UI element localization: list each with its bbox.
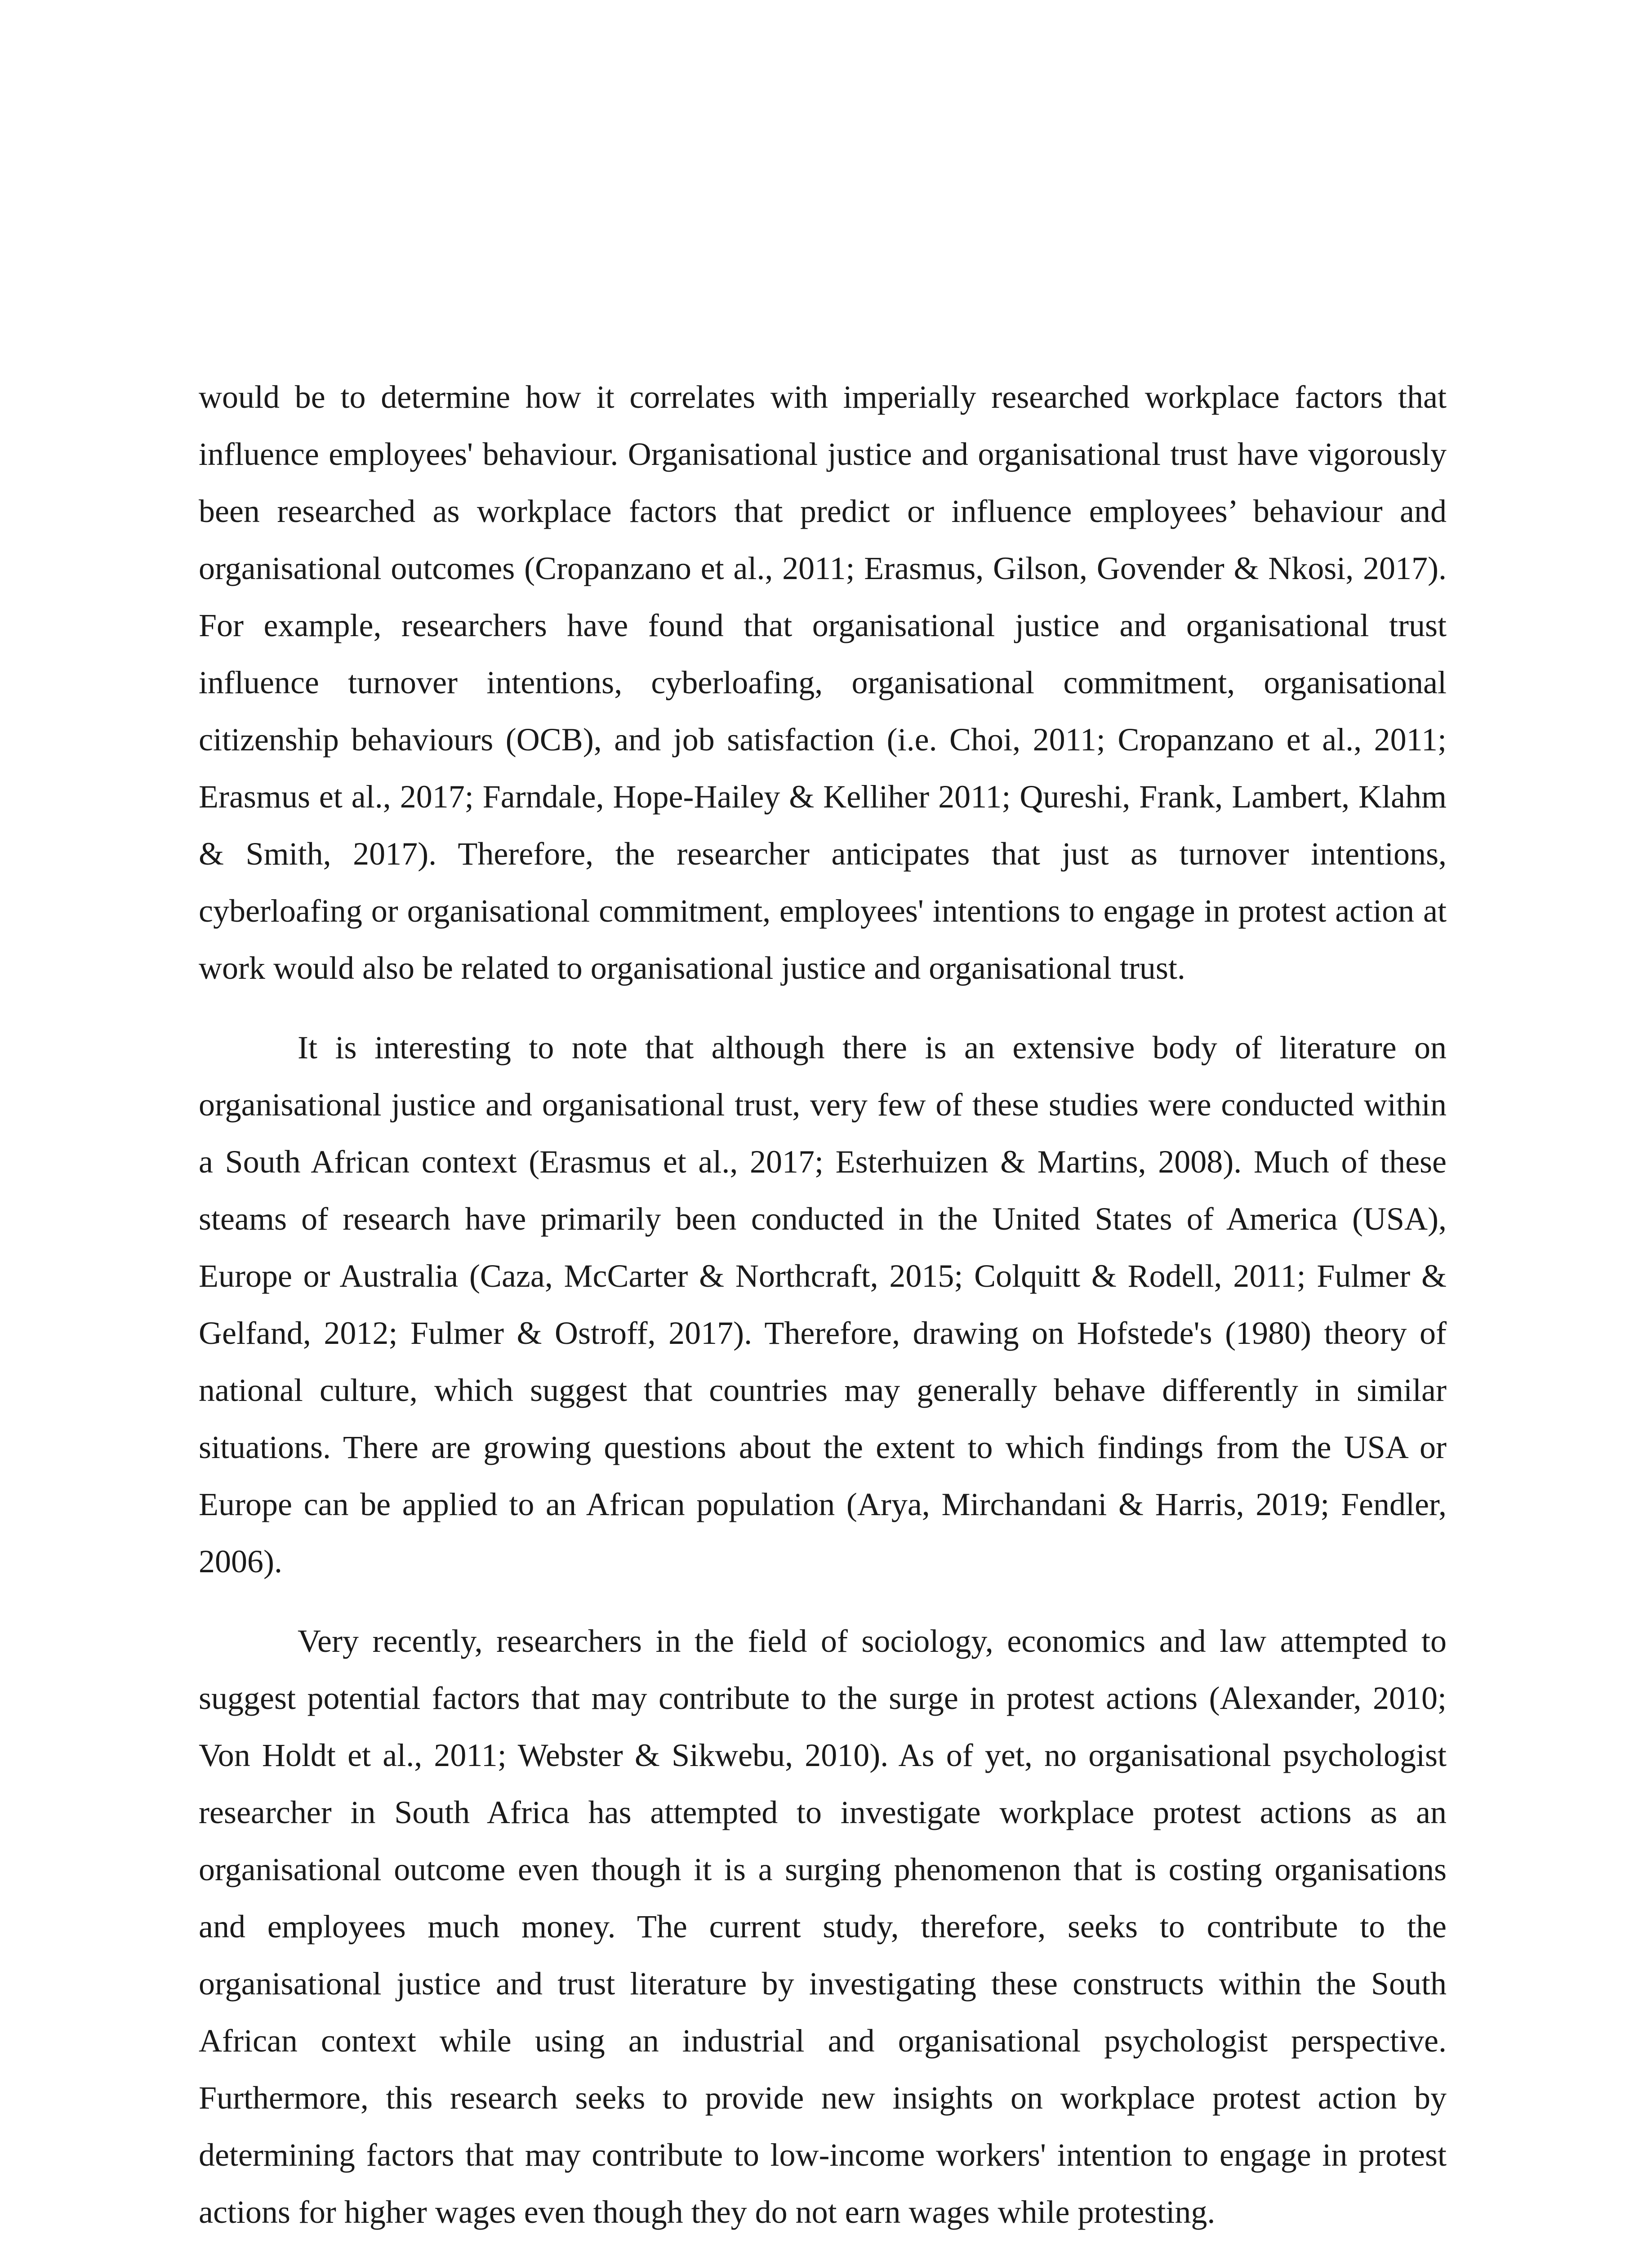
paragraph: Very recently, researchers in the field of sociology, economics and law attempted to suggest potential factors that may contribute to the surge in protest actions (Alexander, 2010; Von Holdt et al., 2011; Webster & Sikwebu, 2010). As of yet, no organisational psychologist researcher in South Africa has attempted to investigate workplace protest actions as an organisational outcome even though it is a surging phenomenon that is costing organisations and employees much money. The current study, therefore, seeks to contribute to the organisational justice and trust literature by investigating these constructs within the South African context while using an industrial and organisational psychologist perspective. Furthermore, this research seeks to provide new insights on workplace protest action by determining factors that may contribute to low-income workers' intention to engage in protest actions for higher wages even though they do not earn wages while protesting. bbox=[199, 1623, 1447, 2230]
body-text bbox=[199, 369, 1447, 2241]
paragraph: would be to determine how it correlates with imperially researched workplace factors that influence employees' behaviour. Organisational justice and organisational trust have vigorously been researched as workplace factors that predict or influence employees’ behaviour and organisational outcomes (Cropanzano et al., 2011; Erasmus, Gilson, Govender & Nkosi, 2017). For example, researchers have found that organisational justice and organisational trust influence turnover intentions, cyberloafing, organisational commitment, organisational citizenship behaviours (OCB), and job satisfaction (i.e. Choi, 2011; Cropanzano et al., 2011; Erasmus et al., 2017; Farndale, Hope-Hailey & Kelliher 2011; Qureshi, Frank, Lambert, Klahm & Smith, 2017). Therefore, the researcher anticipates that just as turnover intentions, cyberloafing or organisational commitment, employees' intentions to engage in protest action at work would also be related to organisational justice and organisational trust. bbox=[199, 379, 1447, 986]
paragraph: It is interesting to note that although there is an extensive body of literature on organisational justice and organisational trust, very few of these studies were conducted within a South African context (Erasmus et al., 2017; Esterhuizen & Martins, 2008). Much of these steams of research have primarily been conducted in the United States of America (USA), Europe or Australia (Caza, McCarter & Northcraft, 2015; Colquitt & Rodell, 2011; Fulmer & Gelfand, 2012; Fulmer & Ostroff, 2017). Therefore, drawing on Hofstede's (1980) theory of national culture, which suggest that countries may generally behave differently in similar situations. There are growing questions about the extent to which findings from the USA or Europe can be applied to an African population (Arya, Mirchandani & Harris, 2019; Fendler, 2006). bbox=[199, 1030, 1447, 1579]
